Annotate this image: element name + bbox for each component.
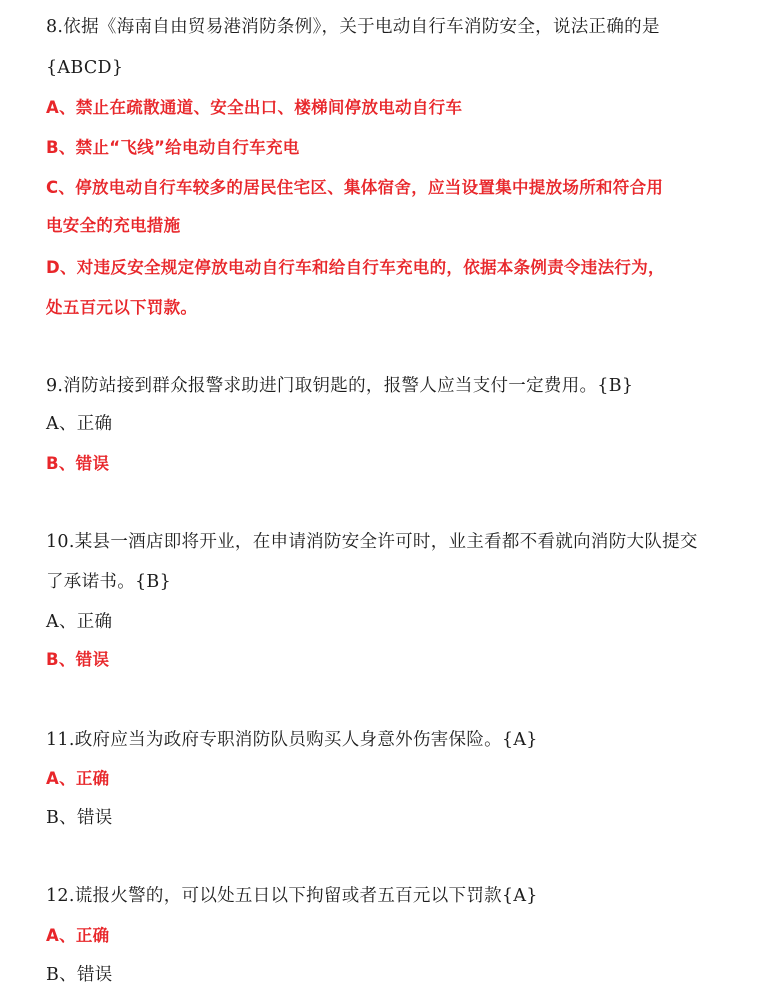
question-9-option-a: A、正确 bbox=[46, 414, 113, 434]
question-10-text-cont: 了承诺书。{B} bbox=[46, 572, 172, 592]
question-11-text: 11.政府应当为政府专职消防队员购买人身意外伤害保险。{A} bbox=[46, 730, 538, 750]
question-10-option-b: B、错误 bbox=[46, 650, 110, 669]
question-8-option-d-cont: 处五百元以下罚款。 bbox=[46, 298, 198, 317]
question-9-option-b: B、错误 bbox=[46, 454, 110, 473]
question-10-text: 10.某县一酒店即将开业，在申请消防安全许可时，业主看都不看就向消防大队提交 bbox=[46, 532, 698, 552]
question-12-option-a: A、正确 bbox=[46, 926, 110, 945]
question-10-option-a: A、正确 bbox=[46, 612, 113, 632]
question-8-text: 8.依据《海南自由贸易港消防条例》，关于电动自行车消防安全，说法正确的是 bbox=[46, 17, 660, 37]
question-12-option-b: B、错误 bbox=[46, 965, 113, 985]
question-11-option-b: B、错误 bbox=[46, 808, 113, 828]
question-8-answer: {ABCD} bbox=[46, 58, 124, 78]
question-8-option-d: D、对违反安全规定停放电动自行车和给自行车充电的，依据本条例责令违法行为， bbox=[46, 258, 665, 277]
question-11-option-a: A、正确 bbox=[46, 769, 110, 788]
question-8-option-c: C、停放电动自行车较多的居民住宅区、集体宿舍，应当设置集中提放场所和符合用 bbox=[46, 178, 664, 197]
question-9-text: 9.消防站接到群众报警求助进门取钥匙的，报警人应当支付一定费用。{B} bbox=[46, 376, 634, 396]
question-12-text: 12.谎报火警的，可以处五日以下拘留或者五百元以下罚款{A} bbox=[46, 886, 538, 906]
question-8-option-c-cont: 电安全的充电措施 bbox=[46, 216, 181, 235]
question-8-option-b: B、禁止“飞线”给电动自行车充电 bbox=[46, 138, 300, 157]
question-8-option-a: A、禁止在疏散通道、安全出口、楼梯间停放电动自行车 bbox=[46, 98, 463, 117]
